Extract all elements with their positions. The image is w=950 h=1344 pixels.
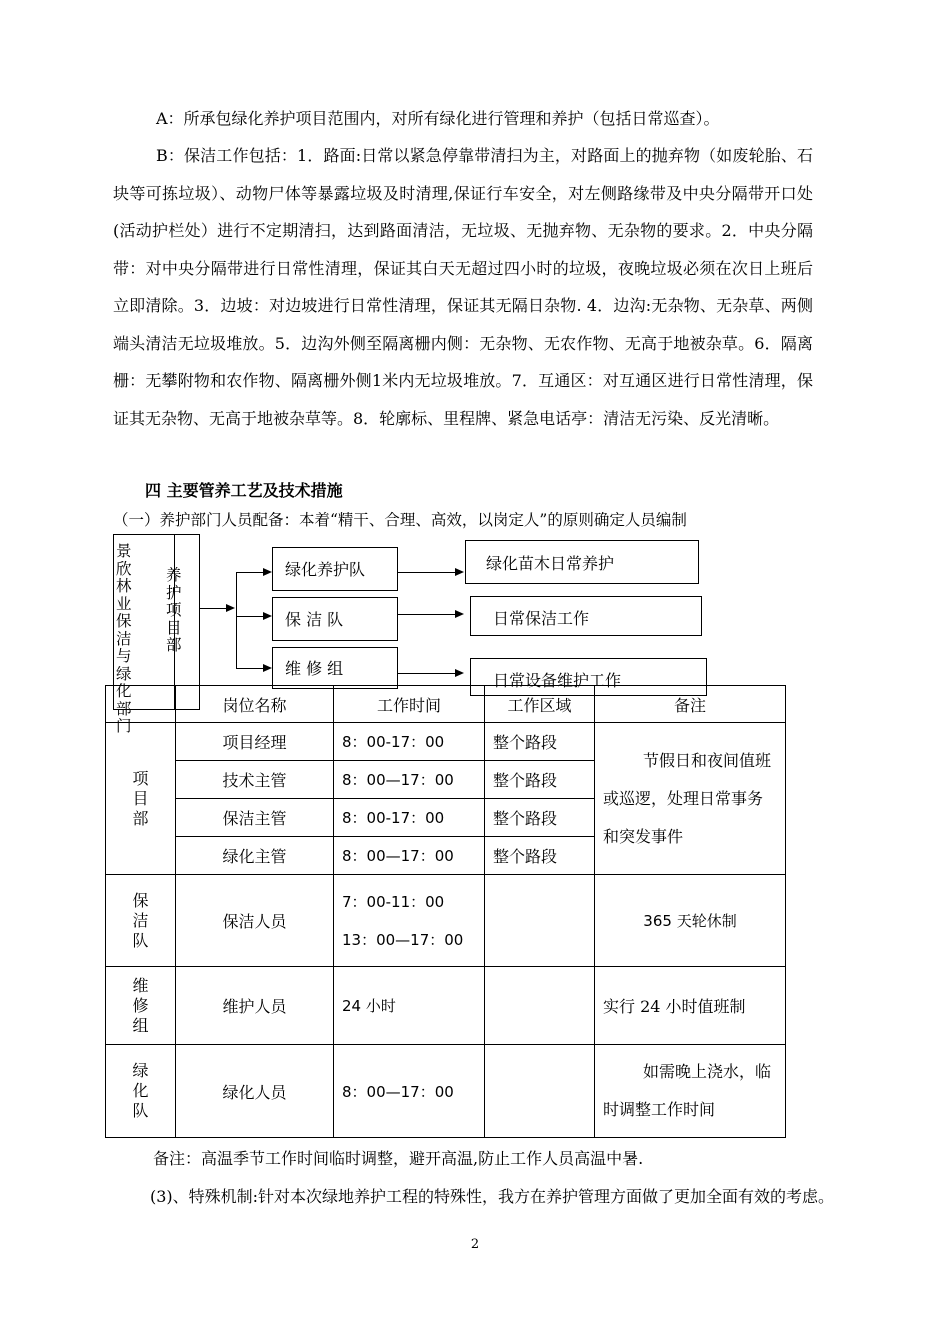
group-name-cell: [106, 967, 176, 1045]
group-name: 保洁队: [132, 890, 149, 950]
header-post: 岗位名称: [176, 686, 334, 723]
table-row: [106, 875, 786, 967]
note-cell: 如需晚上浇水，临时调整工作时间: [595, 1045, 786, 1138]
time-cell: 24 小时: [334, 967, 485, 1045]
arrow-icon: [263, 568, 272, 576]
table-remark: 备注：高温季节工作时间临时调整，避开高温,防止工作人员高温中暑.: [153, 1149, 644, 1168]
area-cell: 整个路段: [485, 723, 595, 761]
team-greening: [272, 547, 398, 591]
area-cell: 整个路段: [485, 799, 595, 837]
post-cell: 绿化主管: [176, 837, 334, 875]
table-row: [106, 967, 786, 1045]
time-cell: 8：00—17：00: [334, 837, 485, 875]
post-cell: 项目经理: [176, 723, 334, 761]
org-divider: [174, 534, 175, 710]
staffing-table: [105, 685, 786, 1138]
note-cell: 365 天轮休制: [595, 875, 786, 967]
org-dept-label: 养护项目部: [166, 566, 182, 654]
duty-greening-label: 绿化苗木日常养护: [486, 554, 615, 573]
arrow-icon: [226, 604, 235, 612]
team-maintenance-label: 维 修 组: [285, 659, 344, 678]
note-cell: 节假日和夜间值班或巡逻，处理日常事务和突发事件: [595, 723, 786, 875]
connector: [236, 572, 263, 573]
special-mechanism: (3)、特殊机制:针对本次绿地养护工程的特殊性，我方在养护管理方面做了更加全面有效的考虑。: [150, 1187, 835, 1206]
arrow-icon: [455, 568, 464, 576]
time-cell: 8：00—17：00: [334, 761, 485, 799]
team-cleaning-label: 保 洁 队: [285, 610, 344, 629]
connector: [236, 668, 263, 669]
paragraph-a: A：所承包绿化养护项目范围内，对所有绿化进行管理和养护（包括日常巡查）。: [156, 109, 720, 128]
team-greening-label: 绿化养护队: [285, 560, 366, 579]
post-cell: 保洁人员: [176, 875, 334, 967]
time-cell: 8：00—17：00: [334, 1045, 485, 1138]
time-cell: 8：00-17：00: [334, 723, 485, 761]
team-maintenance: [272, 647, 398, 689]
org-root-box: [113, 534, 200, 735]
duty-cleaning-label: 日常保洁工作: [493, 609, 590, 628]
connector: [236, 616, 263, 617]
arrow-icon: [455, 610, 464, 618]
header-note: 备注: [595, 686, 786, 723]
area-cell: [485, 875, 595, 967]
duty-maintenance-label: 日常设备维护工作: [493, 671, 622, 690]
post-cell: 维护人员: [176, 967, 334, 1045]
table-row: [106, 723, 786, 761]
org-root-label: 景欣林业保洁与绿化部门: [116, 542, 132, 735]
connector: [398, 572, 455, 573]
area-cell: [485, 1045, 595, 1138]
arrow-icon: [263, 612, 272, 620]
table-header-row: [106, 686, 786, 723]
table-row: [106, 1045, 786, 1138]
group-name-cell: [106, 1045, 176, 1138]
arrow-icon: [263, 664, 272, 672]
group-name: 项目部: [132, 768, 149, 828]
connector: [398, 614, 455, 615]
page-number: 2: [470, 1237, 480, 1252]
time-cell: 8：00-17：00: [334, 799, 485, 837]
header-area: 工作区域: [485, 686, 595, 723]
group-name-cell: [106, 723, 176, 875]
group-name-cell: [106, 875, 176, 967]
area-cell: [485, 967, 595, 1045]
post-cell: 技术主管: [176, 761, 334, 799]
duty-greening: [465, 540, 699, 584]
paragraph-b: B：保洁工作包括：1．路面:日常以紧急停靠带清扫为主，对路面上的抛弃物（如废轮胎、石块等可拣垃圾）、动物尸体等暴露垃圾及时清理,保证行车安全，对左侧路缘带及中央分隔带开口处(活动护栏处）进行不定期清扫，达到路面清洁，无垃圾、无抛弃物、无杂物的要求。2．中央分隔带：对中央分隔带进行日常性清理，保证其白天无超过四小时的垃圾，夜晚垃圾必须在次日上班后立即清除。3．边坡：对边坡进行日常性清理，保证其无隔日杂物. 4．边沟:无杂物、无杂草、两侧端头清洁无垃圾堆放。5．边沟外侧至隔离栅内侧：无杂物、无农作物、无高于地被杂草。6．隔离栅：无攀附物和农作物、隔离栅外侧1米内无垃圾堆放。7．互通区：对互通区进行日常性清理，保证其无杂物、无高于地被杂草等。8．轮廓标、里程牌、紧急电话亭：清洁无污染、反光清晰。: [113, 146, 813, 428]
arrow-icon: [455, 669, 464, 677]
header-dept-cell: [106, 686, 176, 723]
group-name: 绿化队: [132, 1061, 149, 1120]
note-cell: 实行 24 小时值班制: [595, 967, 786, 1045]
post-cell: 绿化人员: [176, 1045, 334, 1138]
time-afternoon: 13：00—17：00: [342, 930, 464, 949]
connector: [398, 673, 455, 674]
area-cell: 整个路段: [485, 761, 595, 799]
staffing-intro: （一）养护部门人员配备：本着“精干、合理、高效，以岗定人”的原则确定人员编制: [113, 511, 687, 529]
header-time: 工作时间: [334, 686, 485, 723]
duty-cleaning: [470, 596, 702, 636]
team-cleaning: [272, 597, 398, 641]
time-cell: [334, 875, 485, 967]
time-morning: 7：00-11：00: [342, 892, 445, 911]
group-name: 维修组: [132, 975, 149, 1035]
post-cell: 保洁主管: [176, 799, 334, 837]
connector: [236, 572, 237, 668]
connector: [200, 608, 226, 609]
area-cell: 整个路段: [485, 837, 595, 875]
section-heading: 四 主要管养工艺及技术措施: [145, 481, 343, 500]
